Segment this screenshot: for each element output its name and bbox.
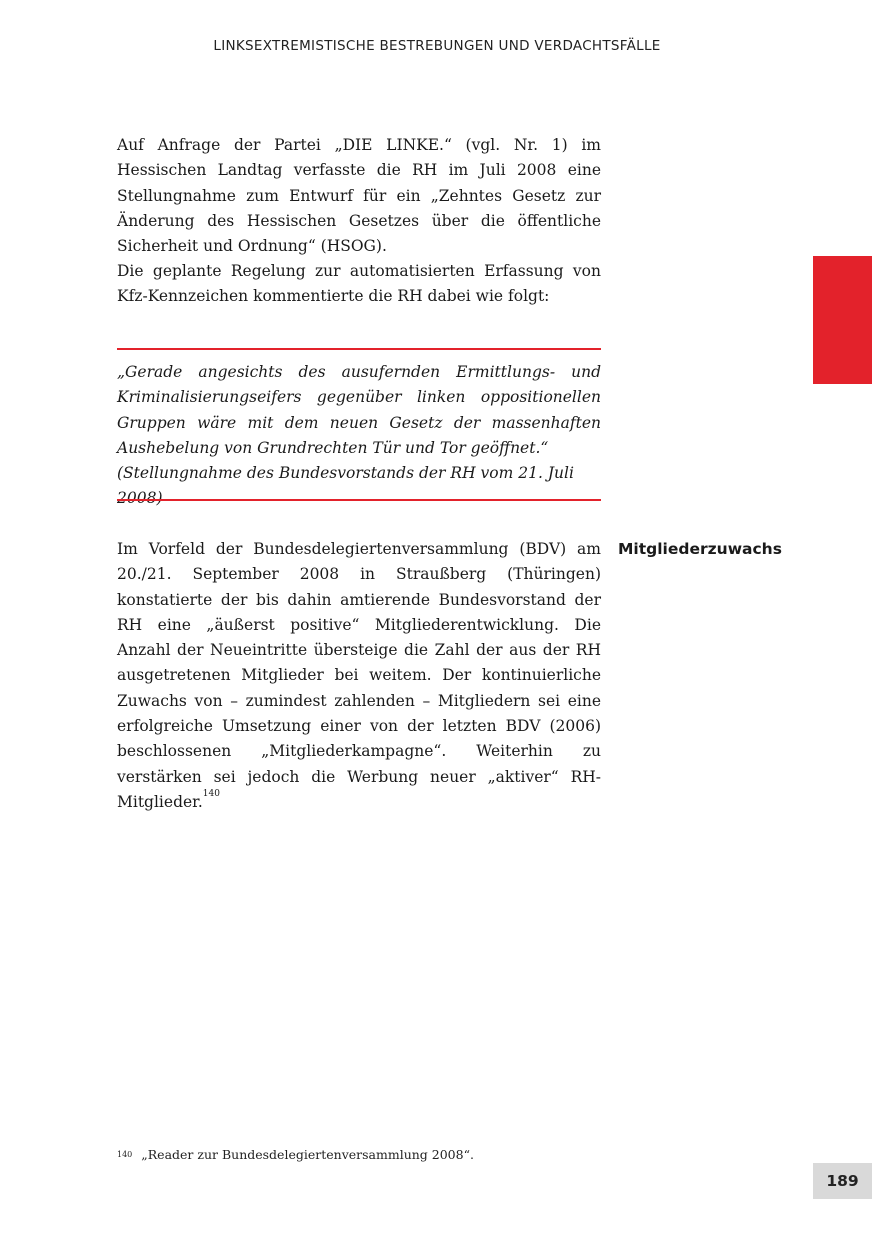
body-paragraph-3 (117, 537, 601, 815)
quote-source: (Stellungnahme des Bundesvorstands der RH vom 21. Juli 2008) (117, 464, 574, 508)
paragraph-text: Auf Anfrage der Partei „DIE LINKE.“ (vgl. Nr. 1) im Hessischen Landtag verfasste die RH im Juli 2008 eine Stellungnahme zum Entwurf für ein „Zehntes Gesetz zur Änderung des Hessischen Gesetzes über die öffentliche Sicherheit und Ordnung“ (HSOG). (117, 136, 601, 256)
footnote-reference[interactable]: 140 (202, 788, 220, 799)
paragraph-text: Die geplante Regelung zur automatisierten Erfassung von Kfz-Kennzeichen kommentierte die RH dabei wie folgt: (117, 262, 601, 306)
page-number: 189 (813, 1163, 872, 1199)
side-heading: Mitgliederzuwachs (618, 540, 782, 558)
quote-rule-bottom (117, 499, 601, 501)
quote-rule-top (117, 348, 601, 350)
footnote (117, 1146, 474, 1164)
paragraph-text (117, 537, 601, 815)
running-header: LINKSEXTREMISTISCHE BESTREBUNGEN UND VERDACHTSFÄLLE (213, 38, 661, 54)
body-paragraph-2 (117, 259, 601, 310)
block-quote (117, 360, 601, 512)
chapter-marker-tab (813, 256, 872, 384)
body-paragraph-1 (117, 133, 601, 259)
quote-text: „Gerade angesichts des ausufernden Ermittlungs- und Kriminalisierungseifers gegenüber linken oppositionellen Gruppen wäre mit dem neuen Gesetz der massenhaften Aushebelung von Grundrechten Tür und Tor geöffnet.“ (117, 363, 601, 457)
footnote-number: 140 (117, 1150, 133, 1159)
footnote-text: „Reader zur Bundesdelegiertenversammlung 2008“. (141, 1147, 474, 1162)
paragraph-text-content: Im Vorfeld der Bundesdelegiertenversammlung (BDV) am 20./21. September 2008 in Straußberg (Thüringen) konstatierte der bis dahin amtierende Bundesvorstand der RH eine „äußerst positive“ Mitgliederentwicklung. Die Anzahl der Neueintritte übersteige die Zahl der aus der RH ausgetretenen Mitglieder bei weitem. Der kontinuierliche Zuwachs von – zumindest zahlenden – Mitgliedern sei eine erfolgreiche Umsetzung einer von der letzten BDV (2006) beschlossenen „Mitgliederkampagne“. Weiterhin zu verstärken sei jedoch die Werbung neuer „aktiver“ RH-Mitglieder. (117, 540, 601, 811)
